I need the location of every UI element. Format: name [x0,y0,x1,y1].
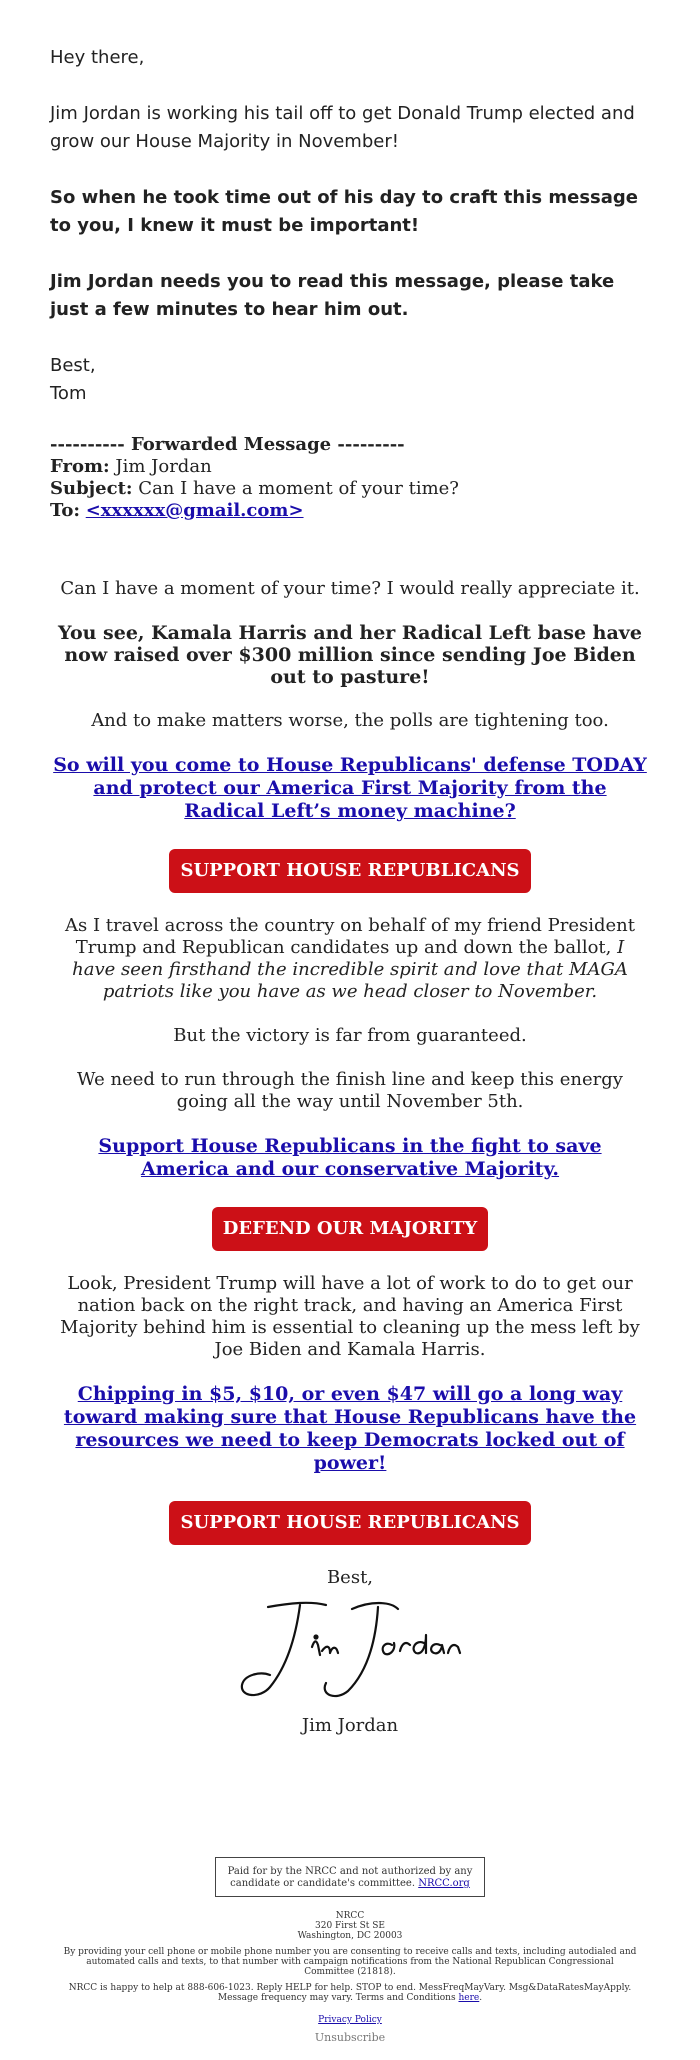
signature-icon [230,1595,470,1705]
subject-value: Can I have a moment of your time? [138,478,459,499]
greeting: Hey there, [50,47,145,68]
donate-link-2-wrap [52,1135,648,1181]
donate-link-2[interactable]: Support House Republicans in the fight to save America and our conservative Majority. [98,1135,602,1180]
signature-image [230,1595,470,1705]
signer-name: Jim Jordan [301,1715,399,1736]
intro-paragraph-1: Jim Jordan is working his tail off to get Donald Trump elected and grow our House Majority in November! [50,103,635,152]
support-house-republicans-button-2[interactable]: SUPPORT HOUSE REPUBLICANS [169,1501,530,1545]
donate-link-3-wrap [52,1383,648,1475]
donate-link-1-wrap [52,754,648,823]
letter-paragraph-7: Look, President Trump will have a lot of work to do to get our nation back on the right track, and having an America First Majority behind him is essential to cleaning up the mess left by Joe Biden and Kamala Harris. [60,1273,640,1360]
letter-closing: Best, [326,1567,374,1588]
to-label: To: [50,500,80,521]
letter-paragraph-4-italic: I have seen firsthand the incredible spirit and love that MAGA patriots like you have as we head closer to November. [72,937,628,1002]
footer-org: NRCC [335,1911,365,1921]
letter-paragraph-6: We need to run through the finish line and keep this energy going all the way until November 5th. [77,1069,623,1112]
letter-paragraph-1: Can I have a moment of your time? I would really appreciate it. [60,578,640,599]
footer-city: Washington, DC 20003 [297,1931,403,1941]
footer-address [60,1911,640,1941]
unsubscribe-wrap [0,2031,700,2044]
intro-closing: Best, [50,355,96,376]
letter-paragraph-5: But the victory is far from guaranteed. [173,1025,527,1046]
subject-label: Subject: [50,478,133,499]
disclaimer-text: Paid for by the NRCC and not authorized by any candidate or candidate's committee. [227,1866,473,1889]
forward-from [50,456,650,478]
donate-link-3[interactable]: Chipping in $5, $10, or even $47 will go a long way toward making sure that House Republicans have the resources we need to keep Democrats locked out of power! [63,1383,637,1474]
intro-signoff [50,352,650,408]
footer [0,1911,700,2025]
nrcc-link[interactable]: NRCC.org [418,1878,470,1889]
from-label: From: [50,456,110,477]
forward-subject [50,478,650,500]
unsubscribe-link[interactable]: Unsubscribe [314,2031,386,2044]
forward-to [50,500,650,522]
letter-paragraph-2: You see, Kamala Harris and her Radical Left base have now raised over $300 million since sending Joe Biden out to pasture! [58,622,642,688]
paid-for-disclaimer [215,1857,485,1897]
intro-paragraph-3: Jim Jordan needs you to read this message, please take just a few minutes to hear him out. [50,271,615,320]
footer-help: NRCC is happy to help at 888-606-1023. Reply HELP for help. STOP to end. MessFreqMayVary. Msg&DataRatesMayApply. Message frequency may vary. Terms and Conditions here. [68,1983,632,2003]
to-email-link[interactable]: <xxxxxx@gmail.com> [85,500,304,521]
letter-section [0,578,700,1737]
support-house-republicans-button-1[interactable]: SUPPORT HOUSE REPUBLICANS [169,849,530,893]
footer-privacy [60,2015,640,2025]
privacy-policy-link[interactable]: Privacy Policy [318,2015,382,2025]
footer-consent: By providing your cell phone or mobile phone number you are consenting to receive calls and texts, including autodialed and automated calls and texts, to that number with campaign notifications from the National Republican Congressional Committee (21818). [63,1947,637,1977]
intro-paragraph-2: So when he took time out of his day to craft this message to you, I knew it must be important! [50,187,638,236]
intro-section [0,0,700,408]
intro-signer: Tom [50,383,87,404]
forwarded-header [0,434,700,522]
letter-paragraph-4: As I travel across the country on behalf of my friend President Trump and Republican candidates up and down the ballot, I have seen firsthand the incredible spirit and love that MAGA patriots like you have as we head closer to November. [65,915,635,1002]
terms-here-link[interactable]: here [458,1993,480,2003]
from-value: Jim Jordan [115,456,212,477]
defend-our-majority-button[interactable]: DEFEND OUR MAJORITY [212,1207,488,1251]
footer-street: 320 First St SE [315,1921,385,1931]
donate-link-1[interactable]: So will you come to House Republicans' defense TODAY and protect our America First Majority from the Radical Left’s money machine? [53,754,647,822]
forward-divider: ---------- Forwarded Message --------- [50,434,405,455]
letter-paragraph-3: And to make matters worse, the polls are tightening too. [91,710,609,731]
